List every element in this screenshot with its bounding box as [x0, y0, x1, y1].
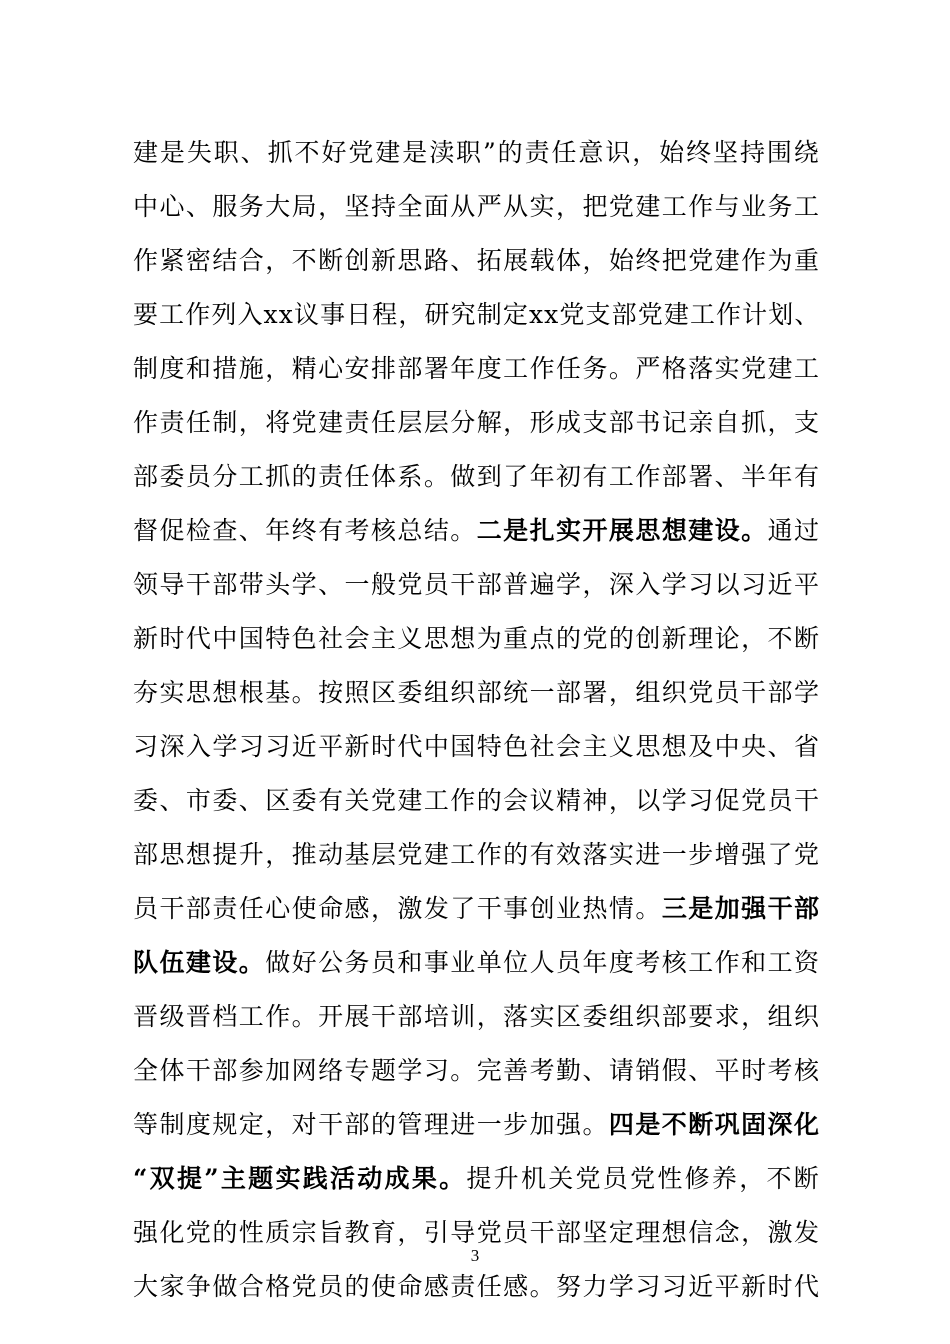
bold-text-run: 三是加强干部	[661, 894, 821, 923]
text-line	[133, 450, 819, 504]
text-run: 制度和措施，精心安排部署年度工作任务。严格落实党建工	[133, 354, 821, 383]
text-line	[133, 666, 819, 720]
page-number: 3	[470, 1246, 480, 1265]
text-run: 督促检查、年终有考核总结。	[133, 516, 477, 545]
text-line	[133, 504, 819, 558]
bold-text-run: 队伍建设。	[133, 948, 266, 977]
text-line	[133, 180, 819, 234]
text-run: 提升机关党员党性修养，不断	[466, 1164, 822, 1193]
text-run: 员干部责任心使命感，激发了干事创业热情。	[133, 894, 662, 923]
text-run: 委、市委、区委有关党建工作的会议精神，以学习促党员干	[133, 786, 821, 815]
text-line	[133, 288, 819, 342]
bold-text-run: 四是不断巩固深化	[608, 1110, 821, 1139]
text-line	[133, 234, 819, 288]
text-run: 建是失职、抓不好党建是渎职”的责任意识，始终坚持围绕	[133, 138, 821, 167]
text-run: 新时代中国特色社会主义思想为重点的党的创新理论，不断	[133, 624, 821, 653]
text-line	[133, 882, 819, 936]
text-line	[133, 342, 819, 396]
text-run: 全体干部参加网络专题学习。完善考勤、请销假、平时考核	[133, 1056, 821, 1085]
text-run: 习深入学习习近平新时代中国特色社会主义思想及中央、省	[133, 732, 821, 761]
text-line	[133, 828, 819, 882]
text-run: 部思想提升，推动基层党建工作的有效落实进一步增强了党	[133, 840, 821, 869]
text-line	[133, 774, 819, 828]
bold-text-run: 二是扎实开展思想建设。	[476, 516, 768, 545]
text-run: 强化党的性质宗旨教育，引导党员干部坚定理想信念，激发	[133, 1218, 821, 1247]
text-line	[133, 720, 819, 774]
text-run: 大家争做合格党员的使命感责任感。努力学习习近平新时代	[133, 1272, 821, 1301]
text-run: 中心、服务大局，坚持全面从严从实，把党建工作与业务工	[133, 192, 821, 221]
text-run: 晋级晋档工作。开展干部培训，落实区委组织部要求，组织	[133, 1002, 821, 1031]
text-line	[133, 396, 819, 450]
text-line	[133, 612, 819, 666]
text-line	[133, 1260, 819, 1314]
text-run: 领导干部带头学、一般党员干部普遍学，深入学习以习近平	[133, 570, 821, 599]
text-run: 部委员分工抓的责任体系。做到了年初有工作部署、半年有	[133, 462, 821, 491]
text-run: 等制度规定，对干部的管理进一步加强。	[133, 1110, 609, 1139]
bold-text-run: “双提”主题实践活动成果。	[133, 1164, 467, 1193]
text-line	[133, 1098, 819, 1152]
text-run: 作责任制，将党建责任层层分解，形成支部书记亲自抓，支	[133, 408, 821, 437]
text-line	[133, 1044, 819, 1098]
text-line	[133, 126, 819, 180]
body-text	[133, 126, 822, 1314]
text-run: 要工作列入xx议事日程，研究制定xx党支部党建工作计划、	[133, 300, 821, 329]
text-run: 作紧密结合，不断创新思路、拓展载体，始终把党建作为重	[133, 246, 821, 275]
text-line	[133, 936, 819, 990]
text-line	[133, 990, 819, 1044]
text-line	[133, 1152, 822, 1206]
text-run: 通过	[767, 516, 821, 545]
text-line	[133, 558, 819, 612]
text-run: 夯实思想根基。按照区委组织部统一部署，组织党员干部学	[133, 678, 821, 707]
text-run: 做好公务员和事业单位人员年度考核工作和工资	[265, 948, 821, 977]
